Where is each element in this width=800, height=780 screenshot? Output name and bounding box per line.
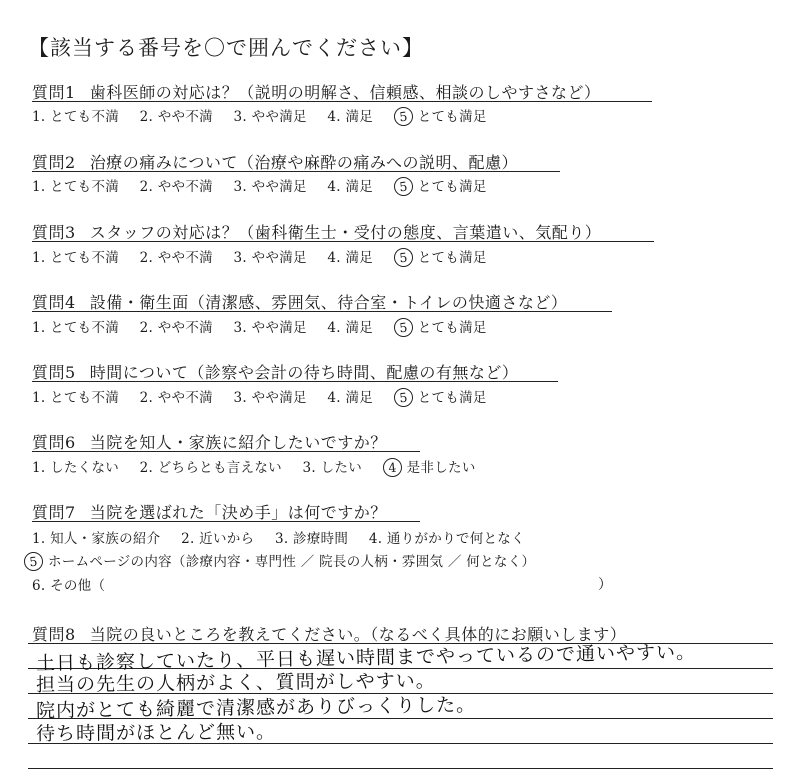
question-3-title: [32, 220, 601, 243]
question-6-options: [32, 456, 476, 477]
page-heading: 【該当する番号を〇で囲んでください】: [28, 36, 424, 60]
handwritten-answer-3: 院内がとても綺麗で清潔感がありびっくりした。: [35, 693, 477, 723]
option-1[interactable]: 1. とても不満: [32, 390, 120, 406]
question-7-underline: [32, 521, 420, 522]
circled-answer-mark[interactable]: 4: [382, 457, 403, 478]
question-2-options: [32, 175, 487, 196]
question-number: 質問3: [32, 223, 76, 242]
option-1[interactable]: 1. とても不満: [32, 320, 120, 336]
question-number: 質問6: [32, 433, 76, 452]
option-5-label: とても満足: [417, 109, 487, 125]
option-6-close-paren: ）: [598, 577, 612, 593]
question-number: 質問8: [32, 625, 76, 644]
question-5-options: [32, 386, 487, 407]
option-4-label: 是非したい: [406, 460, 476, 476]
circled-answer-mark[interactable]: 5: [393, 176, 414, 197]
option-3[interactable]: 3. やや満足: [233, 109, 307, 125]
option-2[interactable]: 2. やや不満: [139, 109, 213, 125]
question-4-options: [32, 316, 487, 337]
question-2-title: [32, 150, 518, 173]
question-number: 質問1: [32, 83, 76, 102]
question-number: 質問4: [32, 293, 76, 312]
circled-answer-mark[interactable]: 5: [23, 551, 44, 572]
option-3[interactable]: 3. やや満足: [233, 390, 307, 406]
circled-answer-mark[interactable]: 5: [393, 387, 414, 408]
option-4[interactable]: 4. 満足: [327, 250, 374, 266]
question-text: 当院を知人・家族に紹介したいですか？: [89, 433, 387, 452]
option-1[interactable]: 1. とても不満: [32, 109, 120, 125]
option-1[interactable]: 1. とても不満: [32, 250, 120, 266]
question-3-options: [32, 246, 487, 267]
question-1-options: [32, 105, 487, 126]
option-4[interactable]: 4. 満足: [327, 109, 374, 125]
question-text: スタッフの対応は？（歯科衛生士・受付の態度、言葉遣い、気配り）: [89, 223, 602, 242]
option-5-label: とても満足: [417, 320, 487, 336]
option-5-label: とても満足: [417, 179, 487, 195]
question-6-title: [32, 430, 387, 453]
option-5-label: とても満足: [417, 390, 487, 406]
question-1-underline: [32, 101, 652, 102]
option-2[interactable]: 2. どちらとも言えない: [139, 460, 282, 476]
circled-answer-mark[interactable]: 5: [393, 317, 414, 338]
question-4-underline: [32, 311, 612, 312]
answer-line: [28, 768, 773, 769]
option-6-label[interactable]: 6. その他（: [32, 578, 106, 594]
handwritten-answer-4: 待ち時間がほとんど無い。: [35, 720, 277, 746]
option-1[interactable]: 1. したくない: [32, 460, 120, 476]
option-4[interactable]: 4. 満足: [327, 320, 374, 336]
handwritten-answer-1: 土日も診察していたり、平日も遅い時間までやっているので通いやすい。: [35, 641, 697, 675]
question-text: 時間について（診察や会計の待ち時間、配慮の有無など）: [89, 363, 519, 382]
option-5-label: ホームページの内容（診療内容・専門性 ／ 院長の人柄・雰囲気 ／ 何となく）: [48, 554, 536, 570]
option-2[interactable]: 2. やや不満: [139, 320, 213, 336]
question-7-options-row3: [32, 574, 105, 594]
question-number: 質問7: [32, 503, 76, 522]
option-1[interactable]: 1. 知人・家族の紹介: [32, 531, 161, 547]
question-number: 質問5: [32, 363, 76, 382]
question-text: 治療の痛みについて（治療や麻酔の痛みへの説明、配慮）: [89, 153, 519, 172]
option-3[interactable]: 3. したい: [302, 460, 363, 476]
option-2[interactable]: 2. やや不満: [139, 179, 213, 195]
question-5-title: [32, 360, 518, 383]
question-text: 当院の良いところを教えてください。（なるべく具体的にお願いします）: [89, 625, 627, 644]
circled-answer-mark[interactable]: 5: [393, 247, 414, 268]
option-2[interactable]: 2. やや不満: [139, 250, 213, 266]
question-5-underline: [32, 381, 558, 382]
question-text: 設備・衛生面（清潔感、雰囲気、待合室・トイレの快適さなど）: [89, 293, 568, 312]
question-1-title: [32, 80, 601, 103]
option-2[interactable]: 2. 近いから: [181, 531, 255, 547]
question-6-underline: [32, 451, 420, 452]
option-5-label: とても満足: [417, 250, 487, 266]
option-4[interactable]: 4. 満足: [327, 179, 374, 195]
circled-answer-mark[interactable]: 5: [393, 106, 414, 127]
option-2[interactable]: 2. やや不満: [139, 390, 213, 406]
option-3[interactable]: 3. やや満足: [233, 320, 307, 336]
option-3[interactable]: 3. やや満足: [233, 179, 307, 195]
option-4[interactable]: 4. 満足: [327, 390, 374, 406]
question-text: 歯科医師の対応は？（説明の明解さ、信頼感、相談のしやすさなど）: [89, 83, 601, 102]
question-7-options-row2: [24, 550, 535, 571]
question-text: 当院を選ばれた「決め手」は何ですか？: [89, 503, 387, 522]
option-4[interactable]: 4. 通りがかりで何となく: [368, 531, 525, 547]
question-number: 質問2: [32, 153, 76, 172]
option-3[interactable]: 3. 診療時間: [274, 531, 349, 547]
handwritten-answer-2: 担当の先生の人柄がよく、質問がしやすい。: [35, 669, 436, 697]
question-2-underline: [32, 171, 560, 172]
question-4-title: [32, 290, 567, 313]
option-1[interactable]: 1. とても不満: [32, 179, 120, 195]
question-7-title: [32, 500, 387, 523]
option-3[interactable]: 3. やや満足: [233, 250, 307, 266]
question-7-options-row1: [32, 527, 541, 547]
question-3-underline: [32, 241, 654, 242]
